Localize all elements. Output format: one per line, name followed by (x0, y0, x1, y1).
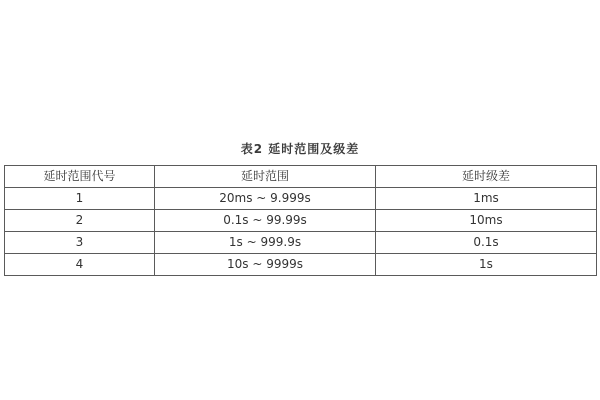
cell-delay-step: 10ms (376, 210, 597, 232)
cell-delay-range: 0.1s ~ 99.99s (155, 210, 376, 232)
cell-delay-step: 0.1s (376, 232, 597, 254)
cell-delay-range: 1s ~ 999.9s (155, 232, 376, 254)
cell-delay-range-code: 4 (5, 254, 155, 276)
cell-delay-step: 1s (376, 254, 597, 276)
table-row (5, 232, 597, 254)
table-caption: 表2 延时范围及级差 (240, 142, 360, 156)
header-cell-delay-step: 延时级差 (376, 166, 597, 188)
table-row (5, 188, 597, 210)
cell-delay-range: 20ms ~ 9.999s (155, 188, 376, 210)
cell-delay-step: 1ms (376, 188, 597, 210)
cell-delay-range-code: 1 (5, 188, 155, 210)
cell-delay-range-code: 3 (5, 232, 155, 254)
cell-delay-range: 10s ~ 9999s (155, 254, 376, 276)
table-row (5, 210, 597, 232)
cell-delay-range-code: 2 (5, 210, 155, 232)
header-cell-delay-range: 延时范围 (155, 166, 376, 188)
table-header-row (5, 166, 597, 188)
header-cell-delay-range-code: 延时范围代号 (5, 166, 155, 188)
table-row (5, 254, 597, 276)
delay-range-table (4, 165, 597, 276)
